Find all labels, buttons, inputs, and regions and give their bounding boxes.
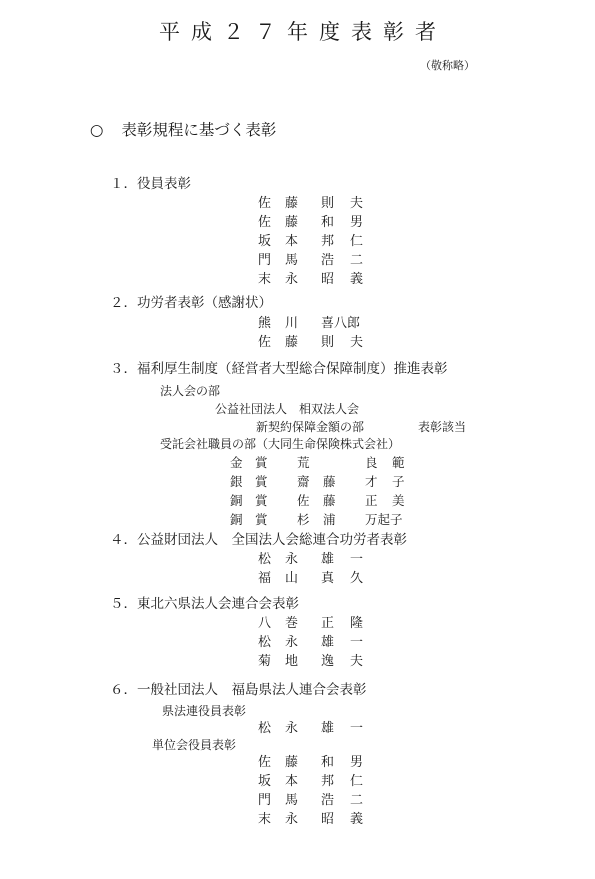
name-char: 正 <box>321 616 335 631</box>
name-char: 範 <box>392 455 405 470</box>
subsection-label: 受託会社職員の部（大同生命保険株式会社） <box>160 437 401 451</box>
name-char: 杉 <box>297 512 310 527</box>
name-char: 本 <box>285 234 299 249</box>
name-char: 川 <box>285 316 299 331</box>
item-1-heading: １．役員表彰 <box>110 176 191 192</box>
item-5-heading: ５．東北六県法人会連合会表彰 <box>110 596 299 612</box>
name-char: 男 <box>350 755 364 770</box>
item-2-heading: ２．功労者表彰（感謝状） <box>110 295 272 311</box>
name-char: 一 <box>350 635 364 650</box>
name-char: 久 <box>350 571 364 586</box>
award-rank: 銅 賞 <box>230 512 268 527</box>
name-char: 良 <box>365 455 378 470</box>
name-char: 雄 <box>321 635 335 650</box>
name-char: 雄 <box>321 721 335 736</box>
name-char: 佐 <box>258 755 272 770</box>
name-char: 夫 <box>350 196 364 211</box>
name-char: 男 <box>350 215 364 230</box>
name-char: 藤 <box>323 474 336 489</box>
name-char: 本 <box>285 774 299 789</box>
name-char: 佐 <box>297 493 310 508</box>
name-char: 松 <box>258 721 272 736</box>
name-char: 和 <box>321 755 335 770</box>
name-char: 正 <box>365 493 378 508</box>
name-char: 荒 <box>297 455 310 470</box>
subsection-label: 単位会役員表彰 <box>152 738 237 752</box>
name-char: 昭 <box>321 812 335 827</box>
name-char: 門 <box>258 253 272 268</box>
item-3-heading: ３．福利厚生制度（経営者大型総合保障制度）推進表彰 <box>110 361 448 377</box>
name-char: 永 <box>285 552 299 567</box>
circle-bullet-icon: ○ <box>89 120 104 139</box>
name-char: 松 <box>258 552 272 567</box>
name-char: 逸 <box>321 654 335 669</box>
name-char: 浩 <box>321 253 335 268</box>
name-char: 夫 <box>350 335 364 350</box>
section-title: 表彰規程に基づく表彰 <box>121 120 277 139</box>
name-char: 美 <box>392 493 405 508</box>
name-char: 齋 <box>297 474 310 489</box>
name-char: 雄 <box>321 552 335 567</box>
name-char: 二 <box>350 253 364 268</box>
name-char: 福 <box>258 571 272 586</box>
name-char: 坂 <box>258 774 272 789</box>
name-char: 永 <box>285 721 299 736</box>
name-char: 馬 <box>285 793 299 808</box>
name-char: 松 <box>258 635 272 650</box>
name-char: 義 <box>350 272 364 287</box>
name-char: 菊 <box>258 654 272 669</box>
name-row <box>0 812 364 878</box>
name-char: 則 <box>321 196 335 211</box>
name-char: 仁 <box>350 234 364 249</box>
name-char: 真 <box>321 571 335 586</box>
name-char: 邦 <box>321 234 335 249</box>
award-rank: 銀 賞 <box>230 474 268 489</box>
name-char: 仁 <box>350 774 364 789</box>
name-char: 佐 <box>258 335 272 350</box>
award-rank: 金 賞 <box>230 455 268 470</box>
name-char: 永 <box>285 272 299 287</box>
name-char: 和 <box>321 215 335 230</box>
item-6-heading: ６．一般社団法人 福島県法人連合会表彰 <box>110 682 367 698</box>
name-char: 末 <box>258 812 272 827</box>
section-heading <box>80 107 276 138</box>
subsection-label: 県法連役員表彰 <box>162 704 247 718</box>
name-char: 永 <box>285 812 299 827</box>
name-char: 万起子 <box>365 512 403 527</box>
name-char: 門 <box>258 793 272 808</box>
award-status: 表彰該当 <box>418 420 467 434</box>
name-char: 熊 <box>258 316 272 331</box>
item-4-heading: ４．公益財団法人 全国法人会総連合功労者表彰 <box>110 532 407 548</box>
name-char: 喜八郎 <box>321 316 361 331</box>
name-char: 才 <box>365 474 378 489</box>
name-char: 藤 <box>323 493 336 508</box>
name-char: 則 <box>321 335 335 350</box>
honorific-note: （敬称略） <box>420 59 475 72</box>
name-char: 一 <box>350 552 364 567</box>
name-char: 藤 <box>285 755 299 770</box>
name-char: 昭 <box>321 272 335 287</box>
name-char: 二 <box>350 793 364 808</box>
name-char: 永 <box>285 635 299 650</box>
name-char: 馬 <box>285 253 299 268</box>
name-char: 隆 <box>350 616 364 631</box>
name-char: 藤 <box>285 335 299 350</box>
name-char: 藤 <box>285 215 299 230</box>
name-char: 巻 <box>285 616 299 631</box>
name-char: 夫 <box>350 654 364 669</box>
name-char: 藤 <box>285 196 299 211</box>
name-char: 邦 <box>321 774 335 789</box>
award-category: 新契約保障金額の部 <box>256 420 365 434</box>
name-char: 佐 <box>258 196 272 211</box>
name-char: 一 <box>350 721 364 736</box>
page-title: 平成２７年度表彰者 <box>159 20 447 44</box>
name-char: 山 <box>285 571 299 586</box>
name-char: 義 <box>350 812 364 827</box>
name-char: 坂 <box>258 234 272 249</box>
name-char: 子 <box>392 474 405 489</box>
subsection-label: 法人会の部 <box>160 384 221 398</box>
name-char: 地 <box>285 654 299 669</box>
organization-name: 公益社団法人 相双法人会 <box>215 402 360 416</box>
name-char: 浩 <box>321 793 335 808</box>
name-char: 佐 <box>258 215 272 230</box>
award-rank: 銅 賞 <box>230 493 268 508</box>
name-char: 末 <box>258 272 272 287</box>
name-char: 八 <box>258 616 272 631</box>
name-char: 浦 <box>323 512 336 527</box>
